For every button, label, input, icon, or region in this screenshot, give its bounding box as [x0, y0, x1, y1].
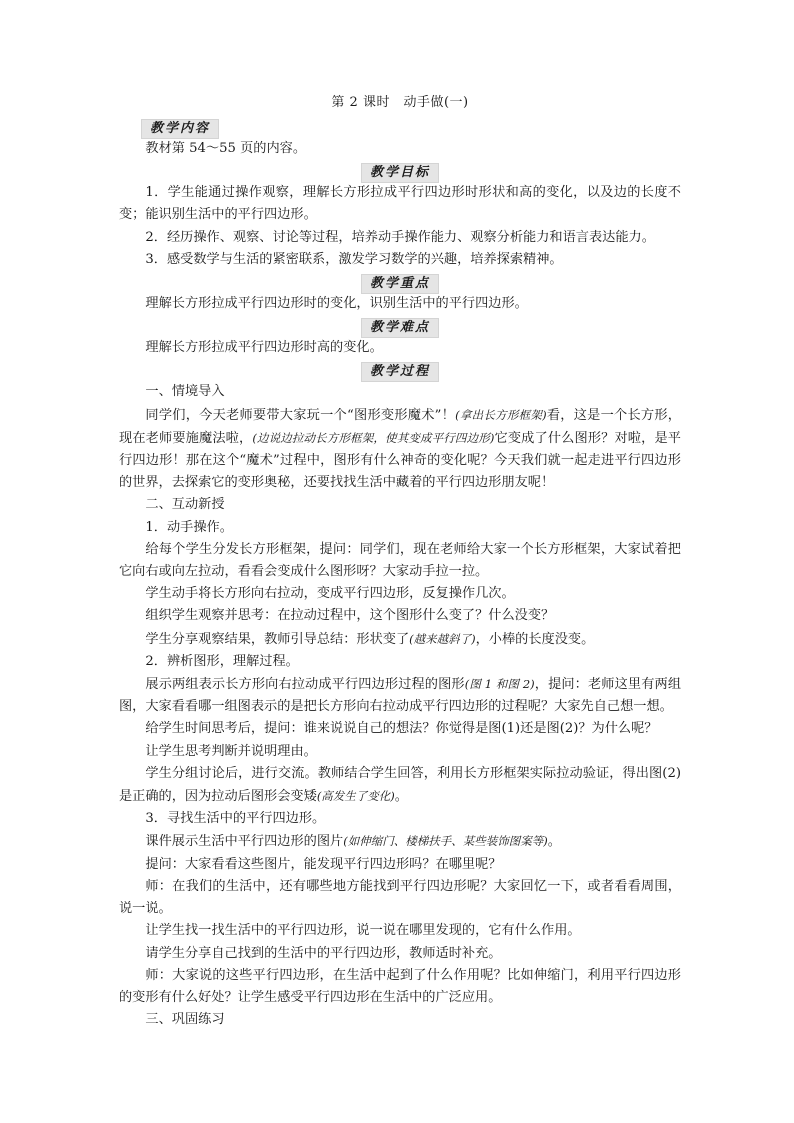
text-run: 看，这是一个长方形，现在老师要施魔法啦， [119, 407, 681, 446]
section-tag-key: 教学重点 [361, 274, 439, 294]
note-run: (边说边拉动长方形框架，使其变成平行四边形) [252, 430, 495, 445]
goals-heading-row [119, 160, 681, 182]
section-tag-content: 教学内容 [141, 119, 219, 139]
paragraph: 学生动手将长方形向右拉动，变成平行四边形，反复操作几次。 [145, 586, 515, 602]
text-run: ，小棒的长度没变。 [475, 631, 595, 647]
paragraph: 提问：大家看看这些图片，能发现平行四边形吗？在哪里呢？ [145, 856, 502, 872]
sub-3-title: 3．寻找生活中的平行四边形。 [145, 811, 326, 827]
section-tag-process: 教学过程 [361, 362, 439, 382]
section-tag-goals: 教学目标 [361, 163, 439, 183]
key-heading-row [119, 271, 681, 293]
note-run: (如伸缩门、楼梯扶手、某些装饰图案等) [343, 834, 548, 849]
paragraph: 让学生找一找生活中的平行四边形，说一说在哪里发现的，它有什么作用。 [145, 923, 581, 939]
goal-item-1: 1．学生能通过操作观察，理解长方形拉成平行四边形时形状和高的变化，以及边的长度不变；能识别生活中的平行四边形。 [119, 185, 681, 223]
note-run: (图 1 和图 2) [464, 677, 535, 692]
sub-2-title: 2．辨析图形，理解过程。 [145, 653, 299, 669]
text-run: 学生分享观察结果，教师引导总结：形状变了 [145, 631, 410, 647]
text-run: 。 [394, 789, 408, 805]
note-run: (拿出长方形框架) [455, 407, 547, 422]
goal-item-3: 3．感受数学与生活的紧密联系，激发学习数学的兴趣，培养探索精神。 [145, 251, 563, 267]
paragraph [119, 628, 681, 651]
section-tag-difficulty: 教学难点 [361, 318, 439, 338]
paragraph: 组织学生观察并思考：在拉动过程中，这个图形什么变了？什么没变？ [145, 608, 555, 624]
text-run: 。 [547, 834, 561, 850]
content-text: 教材第 54～55 页的内容。 [145, 141, 307, 156]
paragraph [119, 673, 681, 718]
text-run: 它变成了什么图形？对啦，是平行四边形！那在这个“魔术”过程中，图形有什么神奇的变化呢？今天我们就一起走进平行四边形的世界，去探索它的变形奥秘，还要找找生活中藏着的平行四边形朋友呢！ [119, 430, 681, 491]
goal-item-2: 2．经历操作、观察、讨论等过程，培养动手操作能力、观察分析能力和语言表达能力。 [145, 229, 655, 245]
text-run: 同学们，今天老师要带大家玩一个“图形变形魔术”！ [145, 407, 456, 423]
paragraph [119, 763, 681, 808]
lesson-plan-page [119, 92, 681, 1031]
paragraph: 给学生时间思考后，提问：谁来说说自己的想法？你觉得是图(1)还是图(2)？为什么呢？ [145, 721, 658, 737]
text-run: 学生分组讨论后，进行交流。教师结合学生回答，利用长方形框架实际拉动验证，得出图(2)是正确的，因为拉动后图形会变矮 [119, 765, 681, 805]
paragraph: 师：在我们的生活中，还有哪些地方能找到平行四边形呢？大家回忆一下，或者看看周围，说一说。 [119, 878, 681, 917]
section-2-title: 二、互动新授 [145, 497, 225, 513]
paragraph: 请学生分享自己找到的生活中的平行四边形，教师适时补充。 [145, 945, 502, 961]
text-run: 展示两组表示长方形向右拉动成平行四边形过程的图形 [145, 677, 465, 693]
paragraph [119, 830, 681, 853]
text-run: 课件展示生活中平行四边形的图片 [145, 834, 344, 850]
paragraph: 给每个学生分发长方形框架，提问：同学们，现在老师给大家一个长方形框架，大家试着把它向右或向左拉动，看看会变成什么图形呀？大家动手拉一拉。 [119, 541, 681, 580]
sub-1-title: 1．动手操作。 [145, 519, 233, 535]
key-text: 理解长方形拉成平行四边形时的变化，识别生活中的平行四边形。 [145, 296, 528, 312]
text-run: ，提问：老师这里有两组图，大家看看哪一组图表示的是把长方形向右拉动成平行四边形的过程呢？大家先自己想一想。 [119, 677, 682, 715]
note-run: (越来越斜了) [409, 631, 476, 646]
paragraph: 让学生思考判断并说明理由。 [145, 743, 317, 759]
section-3-title: 三、巩固练习 [145, 1012, 225, 1028]
note-run: (高发生了变化) [316, 789, 395, 804]
paragraph: 师：大家说的这些平行四边形，在生活中起到了什么作用呢？比如伸缩门，利用平行四边形的变形有什么好处？让学生感受平行四边形在生活中的广泛应用。 [119, 967, 681, 1005]
content-heading-row [119, 116, 681, 138]
difficulty-text: 理解长方形拉成平行四边形时高的变化。 [145, 340, 383, 356]
process-heading-row [119, 359, 681, 381]
section-1-paragraph [119, 404, 681, 495]
difficulty-heading-row [119, 315, 681, 337]
page-title: 第 2 课时 动手做(一) [331, 95, 469, 110]
section-1-title: 一、情境导入 [145, 384, 225, 400]
